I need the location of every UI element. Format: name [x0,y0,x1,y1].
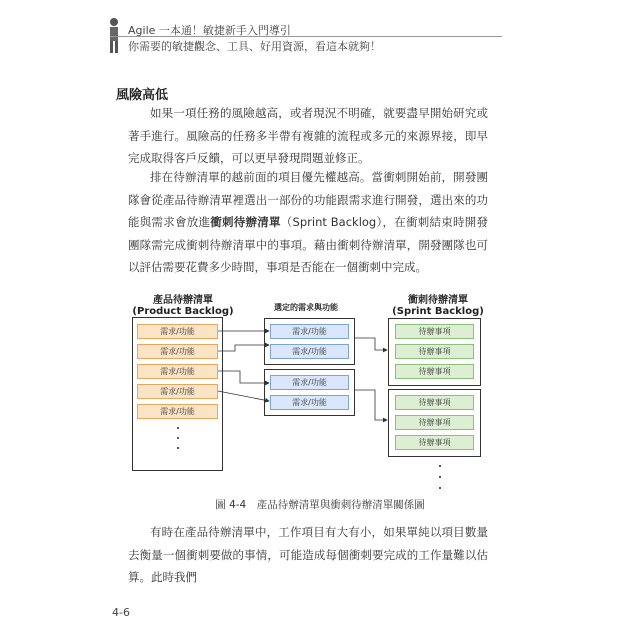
sprint-item: 待辦事項 [395,344,474,359]
selected-items-title: 選定的需求與功能 [274,303,338,312]
selected-item: 需求/功能 [270,344,349,359]
product-item: 需求/功能 [137,384,218,399]
paragraph-1: 如果一項任務的風險越高，或者現況不明確，就要盡早開始研究或著手進行。風險高的任務多半帶有複雜的流程或多元的來源界接，即早完成取得客戶反饋，可以更早發現問題並修正。 [128,106,488,165]
sprint-backlog-term: 衝刺待辦清單 [210,215,281,229]
header-subtitle: 你需要的敏捷觀念、工具、好用資源，看這本就夠！ [128,40,381,53]
sprint-item: 待辦事項 [395,395,474,410]
sprint-item: 待辦事項 [395,435,474,450]
figure-caption: 圖 4-4 產品待辦清單與衝刺待辦清單關係圖 [215,499,425,511]
product-item: 需求/功能 [137,324,218,339]
header-rule [110,36,502,37]
product-backlog-title [128,291,238,317]
paragraph-2 [128,166,488,279]
sprint-item: 待辦事項 [395,364,474,379]
paragraph-2-end: （Sprint Backlog），在衝刺結束時開發團隊需完成衝刺待辦清單中的事項。藉由衝刺待辦清單，開發團隊也可以評估需要花費多少時間，事項是否能在一個衝刺中完成。 [128,215,489,274]
sprint-item: 待辦事項 [395,324,474,339]
ellipsis-dot [439,465,441,467]
selected-item: 需求/功能 [270,324,349,339]
ellipsis-dot [177,437,179,439]
selected-item: 需求/功能 [270,395,349,410]
product-item: 需求/功能 [137,364,218,379]
paragraph-3: 有時在產品待辦清單中，工作項目有大有小，如果單純以項目數量去衡量一個衝刺要做的事情，可能造成每個衝刺要完成的工作量難以估算。此時我們 [128,525,488,584]
ellipsis-dot [177,447,179,449]
sprint-item: 待辦事項 [395,415,474,430]
product-backlog-title-zh: 產品待辦清單 [153,295,213,306]
ellipsis-dot [177,427,179,429]
ellipsis-dot [439,487,441,489]
section-title: 風險高低 [116,88,169,103]
sprint-backlog-title-en: (Sprint Backlog) [392,306,484,317]
product-backlog-title-en: (Product Backlog) [132,306,234,317]
sprint-backlog-title [392,291,484,317]
header-title: Agile 一本通！敏捷新手入門導引 [128,24,291,37]
sprint-backlog-title-zh: 衝刺待辦清單 [408,295,468,306]
ellipsis-dot [439,476,441,478]
product-item: 需求/功能 [137,404,218,419]
paragraph-2-start: 排在待辦清單的越前面的項目優先權越高。當衝刺開始前，開發團隊會從產品待辦清單裡選出一部份的功能跟需求進行開發，選出來的功能與需求會放進 [128,170,488,229]
product-item: 需求/功能 [137,344,218,359]
page-number: 4-6 [112,606,130,619]
selected-item: 需求/功能 [270,375,349,390]
